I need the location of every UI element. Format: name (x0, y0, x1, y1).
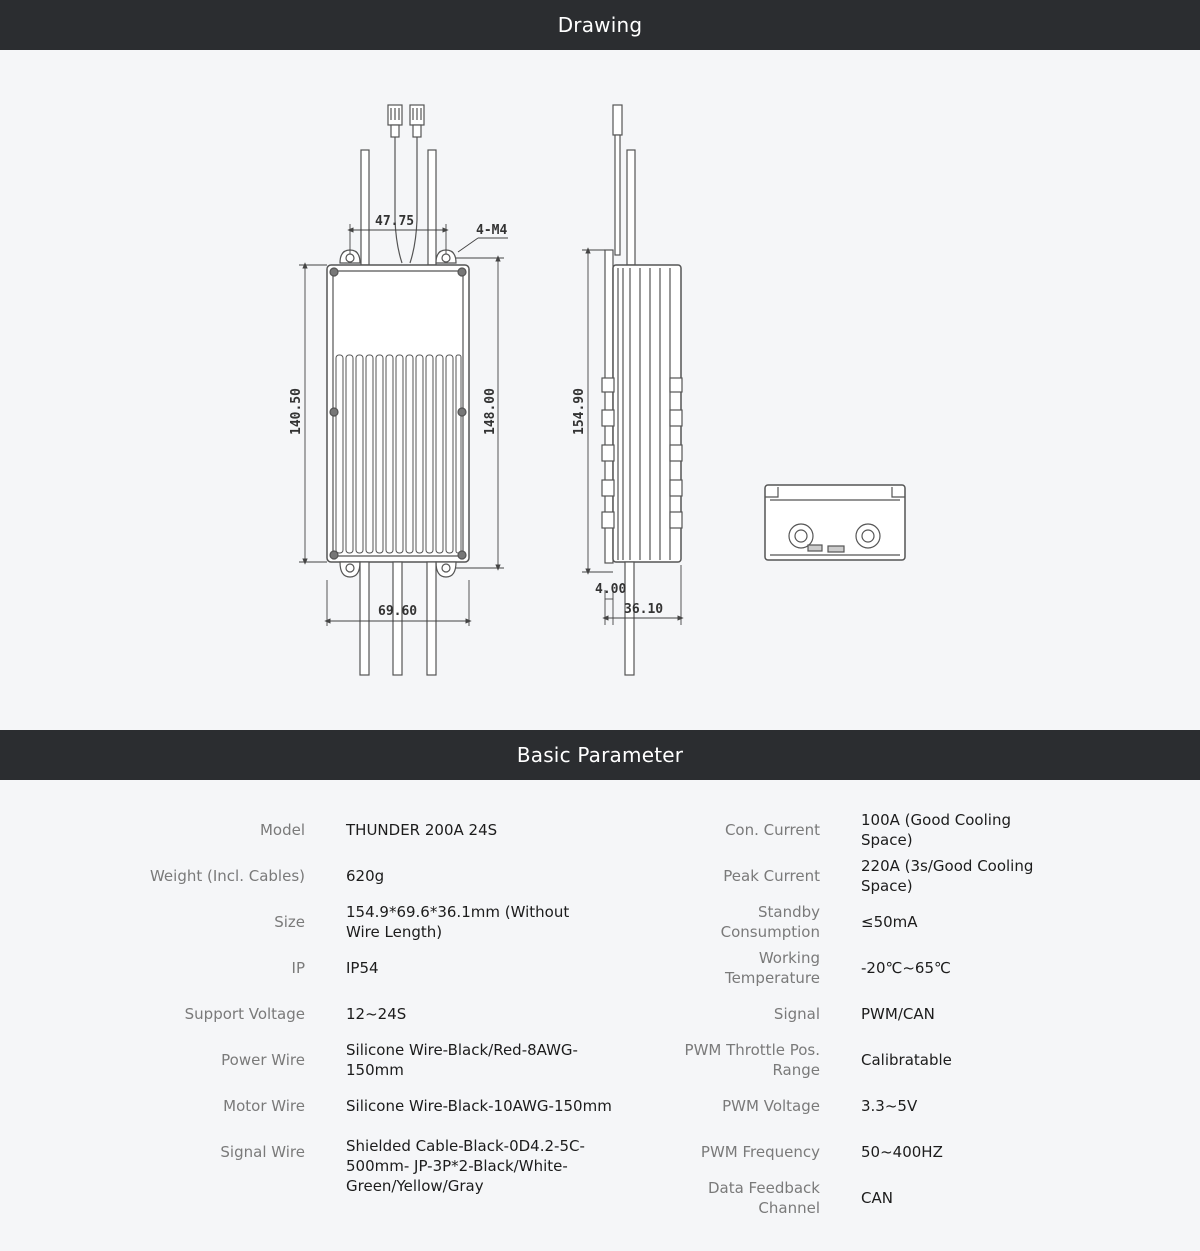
param-value: Calibratable (861, 1051, 952, 1069)
param-row-peak-current (0, 857, 1200, 895)
dim-140-50: 140.50 (289, 388, 304, 435)
dim-47-75: 47.75 (375, 214, 415, 229)
front-view (327, 105, 469, 675)
dim-4-m4: 4-M4 (476, 223, 508, 238)
param-value: 50~400HZ (861, 1143, 943, 1161)
param-value: Silicone Wire-Black/Red-8AWG-150mm (346, 1041, 578, 1079)
param-value: CAN (861, 1189, 893, 1207)
param-value: Shielded Cable-Black-0D4.2-5C-500mm- JP-3P*2-Black/White-Green/Yellow/Gray (346, 1137, 585, 1195)
param-value: PWM/CAN (861, 1005, 935, 1023)
drawing-title: Drawing (557, 13, 643, 37)
end-view (765, 485, 905, 560)
dim-148-00: 148.00 (483, 388, 498, 435)
param-row-standby (0, 903, 1200, 941)
dim-69-60: 69.60 (378, 604, 418, 619)
param-value: 100A (Good Cooling Space) (861, 811, 1011, 849)
param-row-pwm-throttle (0, 1041, 1200, 1079)
param-label: Power Wire (221, 1051, 305, 1069)
drawing-canvas (0, 50, 1200, 730)
param-label: Support Voltage (184, 1005, 305, 1023)
param-value: THUNDER 200A 24S (346, 821, 498, 839)
param-row-signal (0, 1004, 1200, 1024)
param-value: 12~24S (346, 1005, 407, 1023)
dim-36-10: 36.10 (624, 602, 664, 617)
param-label: Motor Wire (223, 1097, 305, 1115)
param-label: Peak Current (723, 867, 820, 885)
param-label: PWM Throttle Pos. Range (684, 1041, 820, 1079)
drawing-section-header (0, 0, 1200, 50)
param-label: Standby Consumption (720, 903, 820, 941)
param-value: IP54 (346, 959, 379, 977)
param-label: IP (291, 959, 305, 977)
param-label: Weight (Incl. Cables) (149, 867, 305, 885)
param-label: Con. Current (724, 821, 820, 839)
param-label: Size (274, 913, 305, 931)
param-row-pwm-voltage (0, 1096, 1200, 1116)
param-label: PWM Frequency (700, 1143, 820, 1161)
dim-4-00: 4.00 (595, 582, 627, 597)
param-row-pwm-frequency (0, 1142, 1200, 1162)
param-label: Signal (773, 1005, 820, 1023)
param-value: -20℃~65℃ (861, 959, 951, 977)
param-value: 620g (346, 867, 385, 885)
params-section-header (0, 730, 1200, 780)
param-row-con-current (0, 811, 1200, 849)
param-label: Model (259, 821, 305, 839)
param-value: 154.9*69.6*36.1mm (Without Wire Length) (346, 903, 570, 941)
technical-drawing (0, 50, 1200, 730)
param-value: Silicone Wire-Black-10AWG-150mm (346, 1097, 612, 1115)
param-value: ≤50mA (861, 913, 918, 931)
param-value: 3.3~5V (861, 1097, 918, 1115)
parameter-table (0, 780, 1200, 1250)
param-row-working-temp (0, 949, 1200, 987)
param-label: Signal Wire (220, 1143, 305, 1161)
param-label: Data Feedback Channel (707, 1179, 820, 1217)
param-label: Working Temperature (724, 949, 820, 987)
param-row-data-feedback (0, 1179, 1200, 1217)
dim-154-90: 154.90 (572, 388, 587, 435)
params-title: Basic Parameter (516, 743, 684, 767)
param-label: PWM Voltage (722, 1097, 820, 1115)
param-value: 220A (3s/Good Cooling Space) (861, 857, 1034, 895)
